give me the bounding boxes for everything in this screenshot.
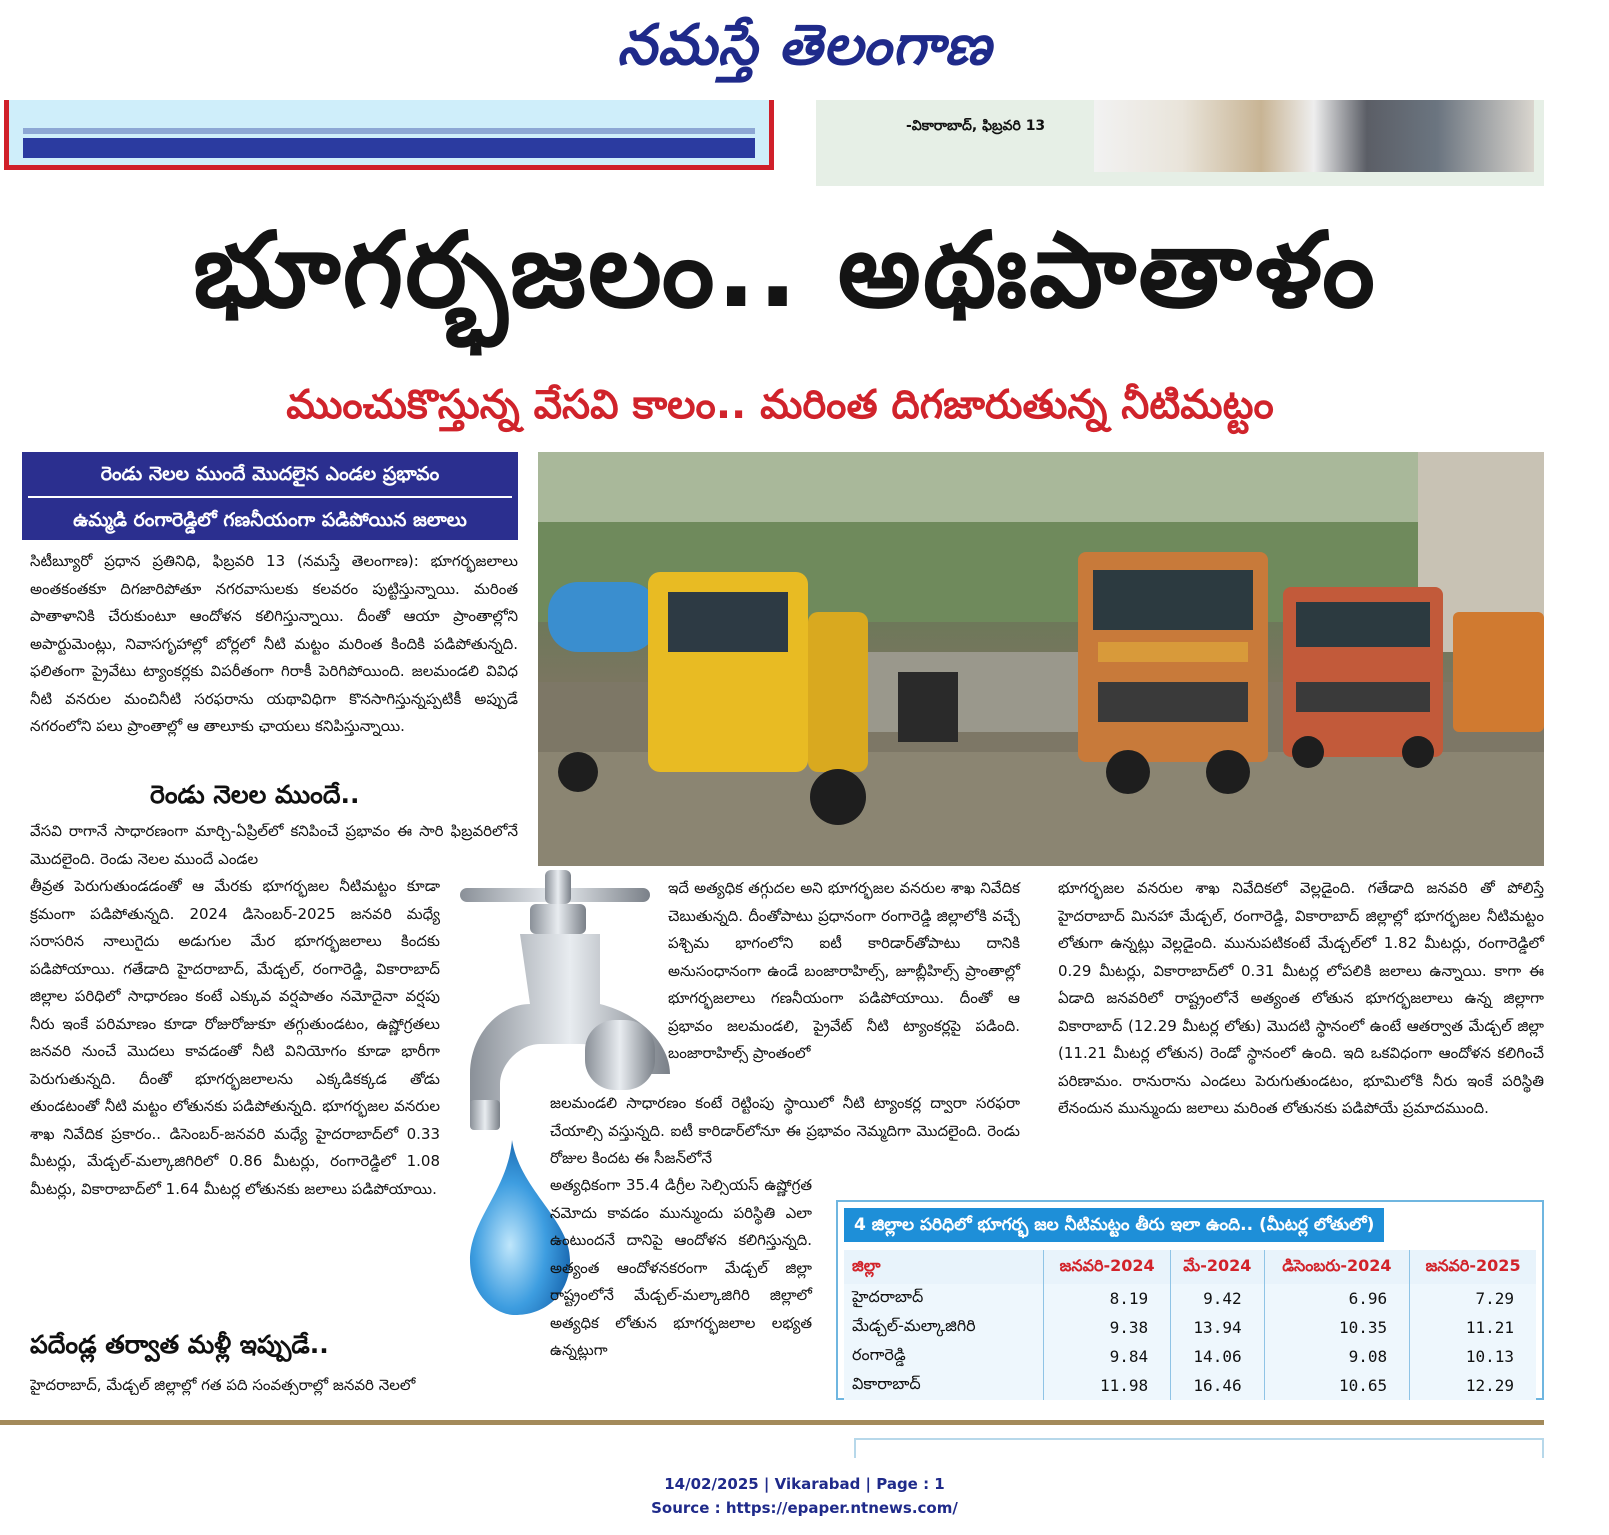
sub-headline: ముంచుకొస్తున్న వేసవి కాలం.. మరింత దిగజారుతున్న నీటిమట్టం	[286, 382, 1274, 428]
masthead-logo: నమస్తే తెలంగాణ	[617, 12, 992, 78]
highlight-box	[22, 452, 518, 540]
highlight-line: రెండు నెలల ముందే మొదలైన ఎండల ప్రభావం	[28, 452, 512, 498]
value-cell: 10.65	[1264, 1371, 1410, 1400]
table-row	[844, 1342, 1536, 1371]
value-cell: 13.94	[1171, 1313, 1264, 1342]
section-heading: పదేండ్ల తర్వాత మళ్లీ ఇప్పుడే..	[30, 1330, 329, 1359]
data-table	[844, 1250, 1536, 1400]
previous-article-box	[4, 100, 774, 170]
article-paragraph: జలమండలి సాధారణం కంటే రెట్టింపు స్థాయిలో నీటి ట్యాంకర్ల ద్వారా సరఫరా చేయాల్సి వస్తున్నది. ఐటీ కారిడార్‌లోనూ ఈ ప్రభావం నెమ్మదిగా మొదలైంది. రెండు రోజుల కిందట ఈ సీజన్‌లోనే	[550, 1094, 1020, 1167]
district-cell: వికారాబాద్	[852, 1374, 921, 1393]
box-stripe	[23, 138, 755, 158]
article-paragraph: అత్యధికంగా 35.4 డిగ్రీల సెల్సియస్ ఉష్ణోగ్రత నమోదు కావడం మున్ముందు పరిస్థితి ఎలా ఉంటుందనే దానిపై ఆందోళన కలిగిస్తున్నది. అత్యంత ఆందోళనకరంగా మేడ్చల్ జిల్లా రాష్ట్రంలోనే మేడ్చల్-మల్కాజిగిరి జిల్లాలో అత్యధిక లోతున భూగర్భజలాల లభ్యత ఉన్నట్లుగా	[550, 1176, 812, 1359]
value-cell: 8.19	[1044, 1284, 1171, 1313]
article-paragraph: వేసవి రాగానే సాధారణంగా మార్చి-ఏప్రిల్‌లో కనిపించే ప్రభావం ఈ సారి ఫిబ్రవరిలోనే మొదలైంది. రెండు నెలల ముందే ఎండల	[30, 822, 518, 868]
column-header: జనవరి-2024	[1044, 1250, 1171, 1284]
value-cell: 16.46	[1171, 1371, 1264, 1400]
article-paragraph: భూగర్భజల వనరుల శాఖ నివేదికలో వెల్లడైంది. గతేడాది జనవరి తో పోలిస్తే హైదరాబాద్ మినహా మేడ్చల్, రంగారెడ్డి, వికారాబాద్ జిల్లాల్లో భూగర్భజల నీటిమట్టం లోతుగా ఉన్నట్లు వెల్లడైంది. మునుపటికంటే మేడ్చల్‌లో 1.82 మీటర్లు, రంగారెడ్డిలో 0.29 మీటర్లు, వికారాబాద్‌లో 0.31 మీటర్ల లోపలికి జలాలు ఉన్నాయి. కాగా ఈ ఏడాది జనవరిలో రాష్ట్రంలోనే అత్యంత లోతున భూగర్భజలాలు ఉన్న జిల్లాగా వికారాబాద్ (12.29 మీటర్ల లోతు) మొదటి స్థానంలో ఉంటే ఆతర్వాత మేడ్చల్ జిల్లా (11.21 మీటర్ల లోతున) రెండో స్థానంలో ఉంది. ఇది ఒకవిధంగా ఆందోళన కలిగించే పరిణామం. రానురాను ఎండలు పెరుగుతుండటం, భూమిలోకి నీరు ఇంకే పరిస్థితి లేనందున మున్ముందు జలాలు మరింత లోతునకు పడిపోయే ప్రమాదముంది.	[1058, 879, 1544, 1117]
value-cell: 11.98	[1044, 1371, 1171, 1400]
value-cell: 6.96	[1264, 1284, 1410, 1313]
table-row	[844, 1284, 1536, 1313]
water-tankers-photo	[538, 452, 1544, 866]
value-cell: 10.13	[1410, 1342, 1536, 1371]
table-row	[844, 1371, 1536, 1400]
table-header-row	[844, 1250, 1536, 1284]
page-footer	[0, 1472, 1609, 1520]
value-cell: 9.08	[1264, 1342, 1410, 1371]
column-header: మే-2024	[1171, 1250, 1264, 1284]
section-heading: రెండు నెలల ముందే..	[150, 780, 360, 809]
value-cell: 14.06	[1171, 1342, 1264, 1371]
box-stripe	[23, 128, 755, 134]
next-article-box	[854, 1438, 1544, 1458]
people-photo	[1094, 100, 1534, 172]
value-cell: 10.35	[1264, 1313, 1410, 1342]
previous-article-fragment	[816, 100, 1544, 186]
footer-date-edition: 14/02/2025 | Vikarabad | Page : 1	[664, 1475, 945, 1493]
district-cell: మేడ్చల్-మల్కాజిగిరి	[852, 1316, 976, 1335]
value-cell: 11.21	[1410, 1313, 1536, 1342]
dateline: -వికారాబాద్, ఫిబ్రవరి 13	[906, 118, 1046, 134]
article-paragraph: హైదరాబాద్, మేడ్చల్ జిల్లాల్లో గత పది సంవత్సరాల్లో జనవరి నెలలో	[30, 1376, 416, 1394]
groundwater-level-table	[836, 1200, 1544, 1400]
article-paragraph: తీవ్రత పెరుగుతుండడంతో ఆ మేరకు భూగర్భజల నీటిమట్టం కూడా క్రమంగా పడిపోతున్నది. 2024 డిసెంబర్-2025 జనవరి మధ్యే సరాసరిన నాలుగైదు అడుగుల మేర భూగర్భజలాలు కిందకు పడిపోయాయి. గతేడాది హైదరాబాద్, మేడ్చల్, రంగారెడ్డి, వికారాబాద్ జిల్లాల పరిధిలో సాధారణం కంటే ఎక్కువ వర్షపాతం నమోదైనా వర్షపు నీరు ఇంకే పరిమాణం కూడా రోజురోజుకూ తగ్గుతుండటం, ఉష్ణోగ్రతలు జనవరి నుంచే మొదలు కావడంతో నీటి వినియోగం కూడా భారీగా పెరుగుతున్నది. దీంతో భూగర్భజలాలను ఎక్కడికక్కడ తోడు తుండటంతో నీటి మట్టం లోతునకు పడిపోతున్నది. భూగర్భజల వనరుల శాఖ నివేదిక ప్రకారం.. డిసెంబర్-జనవరి మధ్యే హైదరాబాద్‌లో 0.33 మీటర్లు, మేడ్చల్-మల్కాజిగిరిలో 0.86 మీటర్లు, రంగారెడ్డిలో 1.08 మీటర్లు, వికారాబాద్‌లో 1.64 మీటర్ల లోతునకు జలాలు పడిపోయాయి.	[30, 877, 440, 1198]
district-cell: రంగారెడ్డి	[852, 1345, 906, 1364]
article-paragraph: ఇదే అత్యధిక తగ్గుదల అని భూగర్భజల వనరుల శాఖ నివేదిక చెబుతున్నది. దీంతోపాటు ప్రధానంగా రంగారెడ్డి జిల్లాలోకి వచ్చే పశ్చిమ భాగంలోని ఐటీ కారిడార్‌తోపాటు దానికి అనుసంధానంగా ఉండే బంజారాహిల్స్, జూబ్లీహిల్స్ ప్రాంతాల్లో భూగర్భజలాలు గణనీయంగా పడిపోయాయి. దీంతో ఆ ప్రభావం జలమండలి, ప్రైవేట్ నీటి ట్యాంకర్లపై పడింది. బంజారాహిల్స్ ప్రాంతంలో	[668, 879, 1020, 1062]
column-header: డిసెంబరు-2024	[1264, 1250, 1410, 1284]
value-cell: 12.29	[1410, 1371, 1536, 1400]
value-cell: 9.84	[1044, 1342, 1171, 1371]
page-divider	[0, 1420, 1544, 1425]
value-cell: 7.29	[1410, 1284, 1536, 1313]
value-cell: 9.38	[1044, 1313, 1171, 1342]
highlight-line: ఉమ్మడి రంగారెడ్డిలో గణనీయంగా పడిపోయిన జలాలు	[73, 509, 467, 531]
footer-source-link[interactable]: Source : https://epaper.ntnews.com/	[651, 1499, 958, 1517]
main-headline: భూగర్భజలం.. అథఃపాతాళం	[193, 209, 1377, 331]
article-paragraph: సిటీబ్యూరో ప్రధాన ప్రతినిధి, ఫిబ్రవరి 13 (నమస్తే తెలంగాణ): భూగర్భజలాలు అంతకంతకూ దిగజారిపోతూ నగరవాసులకు కలవరం పుట్టిస్తున్నాయి. మరింత పాతాళానికి చేరుకుంటూ ఆందోళన కలిగిస్తున్నాయి. దీంతో ఆయా ప్రాంతాల్లోని అపార్టుమెంట్లు, నివాసగృహాల్లో బోర్లలో నీటి మట్టం మరింత కిందికి పడిపోతున్నది. ఫలితంగా ప్రైవేటు ట్యాంకర్లకు విపరీతంగా గిరాకీ పెరిగిపోయింది. జలమండలి వివిధ నీటి వనరుల మంచినీటి సరఫరాను యథావిధిగా కొనసాగిస్తున్నప్పటికీ అప్పుడే నగరంలోని పలు ప్రాంతాల్లో ఆ తాలూకు ఛాయలు కనిపిస్తున్నాయి.	[30, 552, 518, 735]
table-title: 4 జిల్లాల పరిధిలో భూగర్భ జల నీటిమట్టం తీరు ఇలా ఉంది.. (మీటర్ల లోతులో)	[844, 1208, 1384, 1242]
value-cell: 9.42	[1171, 1284, 1264, 1313]
table-row	[844, 1313, 1536, 1342]
column-header: జనవరి-2025	[1410, 1250, 1536, 1284]
column-header: జిల్లా	[852, 1255, 881, 1275]
photo-illustration	[538, 452, 1544, 866]
district-cell: హైదరాబాద్	[852, 1287, 924, 1306]
